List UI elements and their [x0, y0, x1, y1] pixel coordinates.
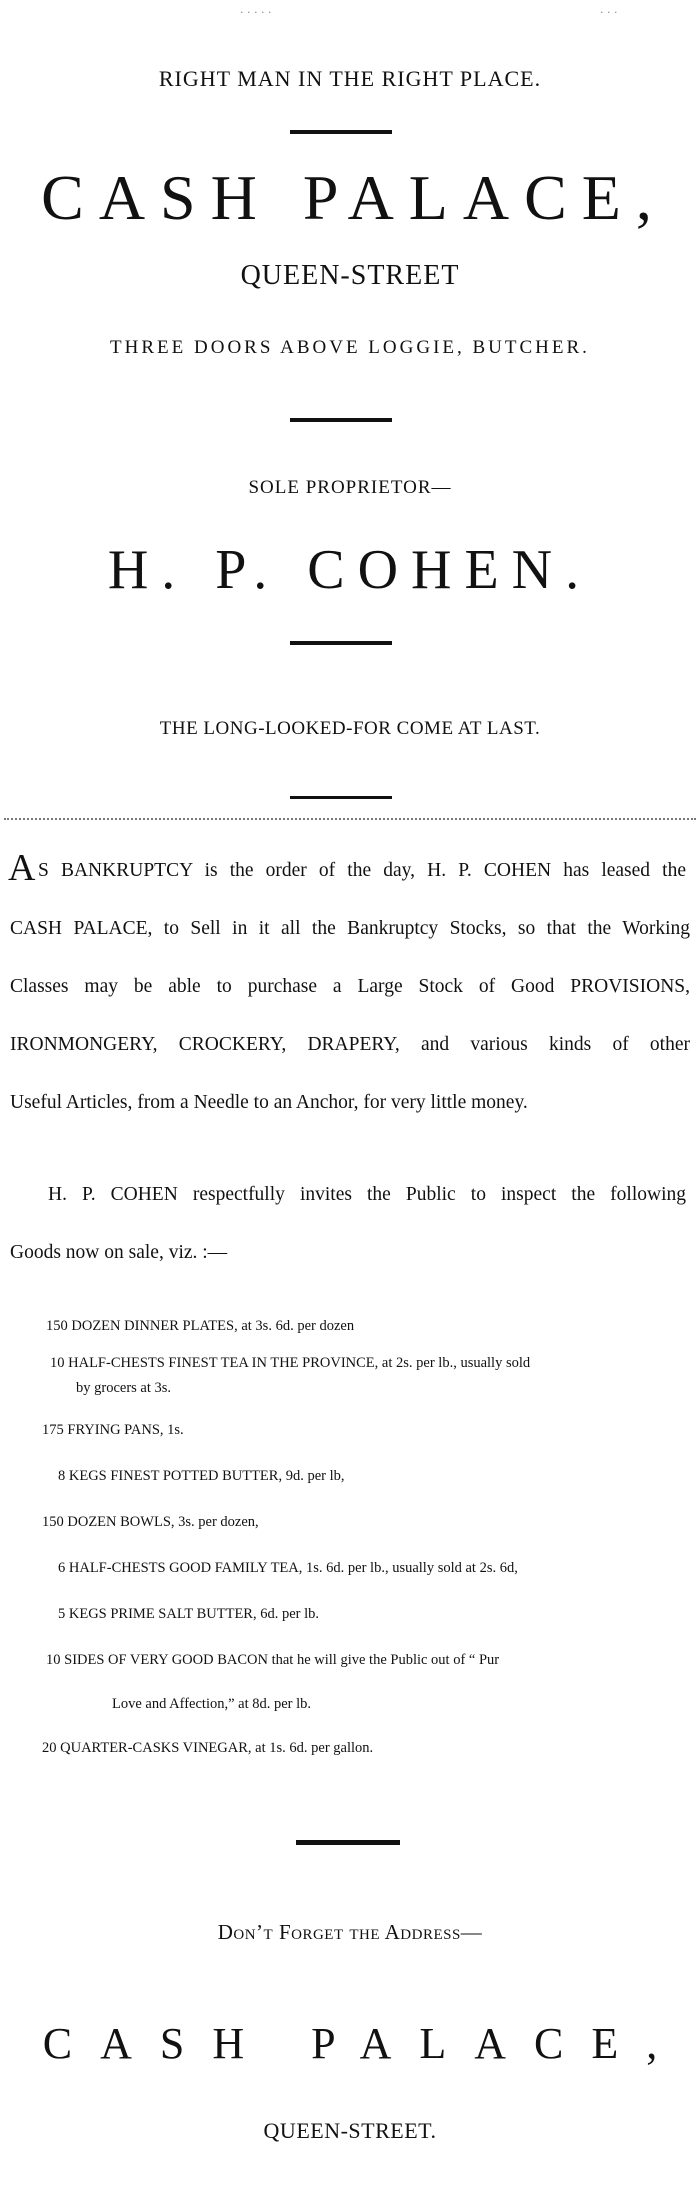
- divider-rule: [290, 641, 392, 645]
- address-reminder: Don’t Forget the Address—: [217, 1920, 483, 1944]
- goods-item: 5 KEGS PRIME SALT BUTTER, 6d. per lb.: [58, 1606, 320, 1622]
- intro-line-1: S BANKRUPTCY is the order of the day, H. P. COHEN has leased the: [38, 860, 686, 881]
- proprietor-name: H. P. COHEN.: [107, 539, 593, 601]
- divider-rule: [290, 796, 392, 799]
- goods-item: 6 HALF-CHESTS GOOD FAMILY TEA, 1s. 6d. per lb., usually sold at 2s. 6d,: [58, 1560, 518, 1576]
- drop-cap: A: [8, 847, 36, 889]
- intro-line-4: IRONMONGERY, CROCKERY, DRAPERY, and various kinds of other: [10, 1034, 690, 1055]
- divider-rule: [296, 1840, 400, 1845]
- footer-store-name: CASH PALACE,: [42, 2019, 686, 2068]
- intro-line-2: CASH PALACE, to Sell in it all the Bankruptcy Stocks, so that the Working: [10, 918, 690, 939]
- goods-item: 150 DOZEN BOWLS, 3s. per dozen,: [42, 1514, 259, 1530]
- invitation-line-2: Goods now on sale, viz. :—: [10, 1242, 228, 1263]
- goods-item: 8 KEGS FINEST POTTED BUTTER, 9d. per lb,: [58, 1468, 345, 1484]
- intro-line-5: Useful Articles, from a Needle to an Anchor, for very little money.: [10, 1092, 528, 1113]
- proprietor-label: SOLE PROPRIETOR—: [248, 477, 452, 498]
- store-name-heading: CASH PALACE,: [41, 162, 667, 233]
- divider-rule: [290, 130, 392, 134]
- tagline: RIGHT MAN IN THE RIGHT PLACE.: [158, 66, 542, 91]
- print-noise: · · · · ·: [240, 6, 272, 19]
- goods-item: 10 HALF-CHESTS FINEST TEA IN THE PROVINCE, at 2s. per lb., usually sold: [50, 1355, 531, 1371]
- invitation-line-1: H. P. COHEN respectfully invites the Public to inspect the following: [48, 1184, 686, 1205]
- street-name: QUEEN-STREET: [240, 260, 460, 291]
- goods-item: 20 QUARTER-CASKS VINEGAR, at 1s. 6d. per gallon.: [42, 1740, 374, 1756]
- goods-item: 150 DOZEN DINNER PLATES, at 3s. 6d. per dozen: [46, 1318, 355, 1334]
- goods-item: 10 SIDES OF VERY GOOD BACON that he will give the Public out of “ Pur: [46, 1652, 500, 1668]
- print-noise: [4, 818, 696, 830]
- intro-line-3: Classes may be able to purchase a Large Stock of Good PROVISIONS,: [10, 976, 690, 997]
- print-noise: · · ·: [600, 6, 618, 19]
- divider-rule: [290, 418, 392, 422]
- goods-item-continuation: Love and Affection,” at 8d. per lb.: [112, 1696, 312, 1712]
- goods-item: 175 FRYING PANS, 1s.: [42, 1422, 184, 1438]
- goods-item-continuation: by grocers at 3s.: [76, 1380, 172, 1396]
- footer-street-name: QUEEN-STREET.: [263, 2118, 437, 2143]
- announcement-line: THE LONG-LOOKED-FOR COME AT LAST.: [159, 718, 541, 739]
- location-line: THREE DOORS ABOVE LOGGIE, BUTCHER.: [110, 337, 590, 358]
